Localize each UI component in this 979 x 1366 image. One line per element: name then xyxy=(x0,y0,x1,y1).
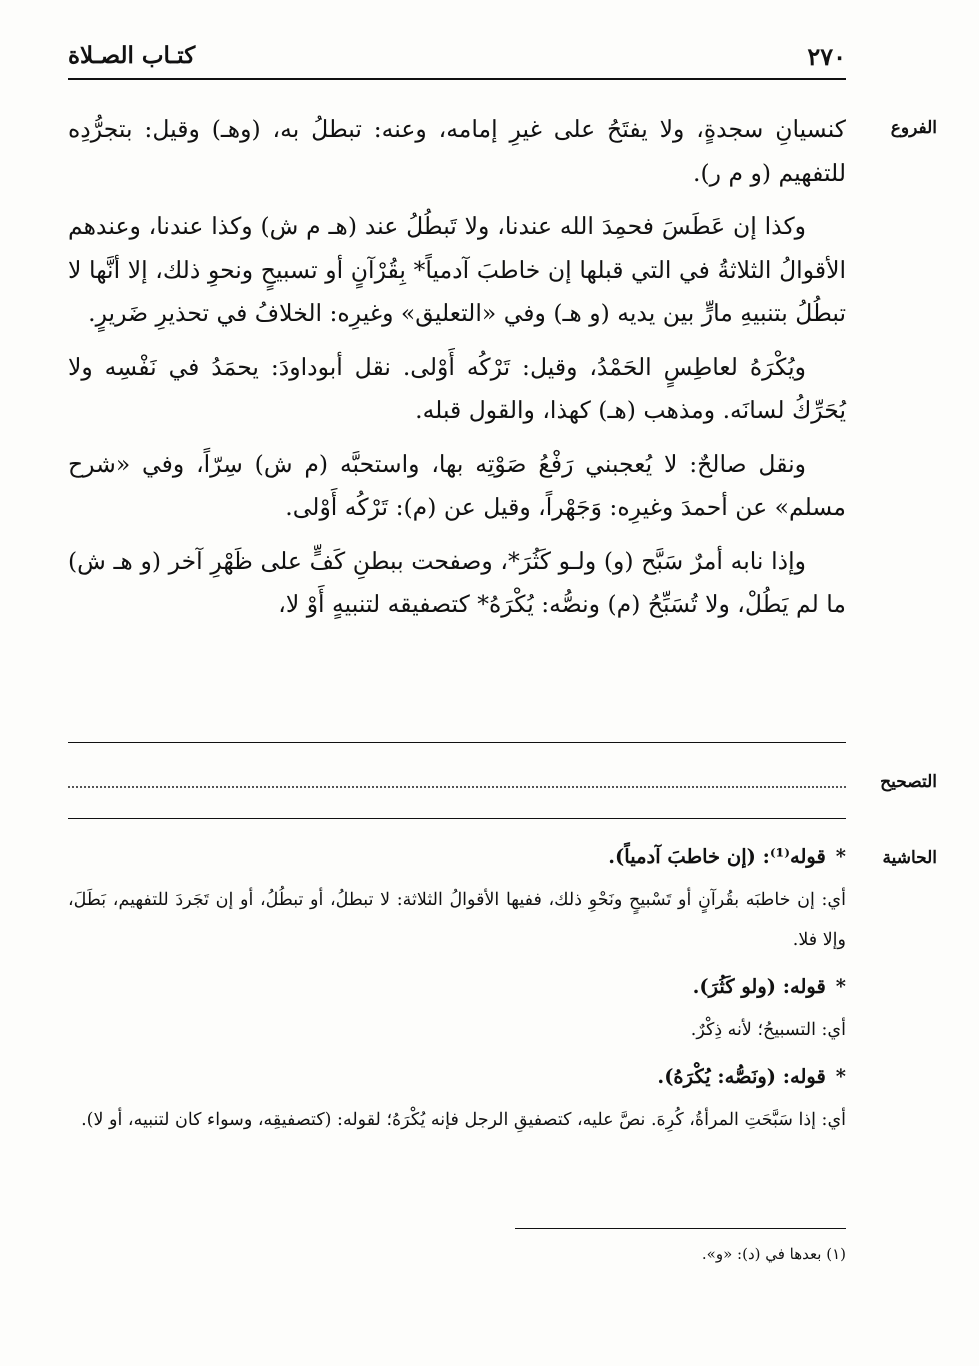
star-marker: * xyxy=(835,845,846,868)
hashiya-heading-1: *قوله⁽¹⁾: (إن خاطبَ آدمياً). xyxy=(608,845,846,868)
main-paragraph-4: ونقل صالحٌ: لا يُعجبني رَفْعُ صَوْتِه بها، واستحبَّه (م ش) سِرّاً، وفي «شرح مسلم» عن أحمدَ وغيرِه: وَجَهْراً، وقيل عن (م): تَرْكُه أَوْلى. xyxy=(68,449,846,521)
header-rule xyxy=(68,78,846,80)
star-marker: * xyxy=(835,1065,846,1088)
hashiya-heading-3: *قوله: (ونَصُّه: يُكْرَهُ). xyxy=(657,1065,846,1088)
star-marker: * xyxy=(835,975,846,998)
main-text xyxy=(68,108,846,637)
hashiya-section xyxy=(68,840,846,1150)
main-bottom-rule xyxy=(68,742,846,743)
main-paragraph-1: كنسيانِ سجدةٍ، ولا يفتَحُ على غيرِ إمامه، وعنه: تبطلُ به، (وهـ) وقيل: بتجرُّدِه للتفهيم (و م ر). xyxy=(68,115,846,187)
tashih-dotted-line xyxy=(68,786,846,788)
label-furu: الفروع xyxy=(890,118,937,138)
footnote: (١) بعدها في (د): «و». xyxy=(701,1245,846,1263)
main-paragraph-5: وإذا نابه أمرٌ سَبَّح (و) ولـو كَثُرَ*، وصفحت ببطنِ كَفٍّ على ظَهْرِ آخر (و هـ ش) ما لم يَطُلْ، ولا تُسَبِّحُ (م) ونصُّه: يُكْرَهُ* كتصفيقه لتنبيهٍ أَوْ لا، xyxy=(68,546,846,618)
hashiya-heading-2: *قوله: (ولو كَثُرَ). xyxy=(692,975,846,998)
running-title: كتـاب الصـلاة xyxy=(68,42,196,69)
page-number: ٢٧٠ xyxy=(807,42,846,71)
tashih-bottom-rule xyxy=(68,818,846,819)
label-tashih: التصحيح xyxy=(880,772,937,792)
footnote-rule xyxy=(515,1228,846,1229)
hashiya-body-3: أي: إذا سَبَّحَتِ المرأةُ، كُرِهَ. نصَّ عليه، كتصفيقِ الرجل فإنه يُكْرَهُ؛ لقوله: (كتصفيقِه، وسواء كان لتنبيه، أو لا). xyxy=(81,1110,846,1130)
main-paragraph-2: وكذا إن عَطَسَ فحمِدَ الله عندنا، ولا تَبطُلُ عند (هـ م ش) وكذا عندنا، وعندهم الأقوالُ الثلاثةُ في التي قبلها إن خاطبَ آدمياً* بِقُرْآنٍ أو تسبيحٍ ونحوِ ذلك، إلا أنَّها لا تبطُلُ بتنبيهِ مارٍّ بين يديه (و هـ) وفي «التعليق» وغيرِه: الخلافُ في تحذيرِ ضَريرٍ. xyxy=(68,212,846,327)
label-hashiya: الحاشية xyxy=(882,848,937,868)
main-paragraph-3: ويُكْرَهُ لعاطِسٍ الحَمْدُ، وقيل: تَرْكُه أَوْلى. نقل أبوداودَ: يحمَدُ في نَفْسِه ولا يُحَرِّكُ لسانَه. ومذهب (هـ) كهذا، والقول قبله. xyxy=(68,352,846,424)
hashiya-body-2: أي: التسبيحُ؛ لأنه ذِكْرٌ. xyxy=(690,1020,846,1040)
page-header xyxy=(68,42,846,76)
hashiya-body-1: أي: إن خاطبَه بقُرآنٍ أو تَسْبيحٍ ونَحْوِ ذلك، ففيها الأقوالُ الثلاثة: لا تبطلُ، أو تبطُلُ، أو إن تَجَردَ للتفهيم، بَطَلَ، وإلا فلا. xyxy=(68,890,846,950)
